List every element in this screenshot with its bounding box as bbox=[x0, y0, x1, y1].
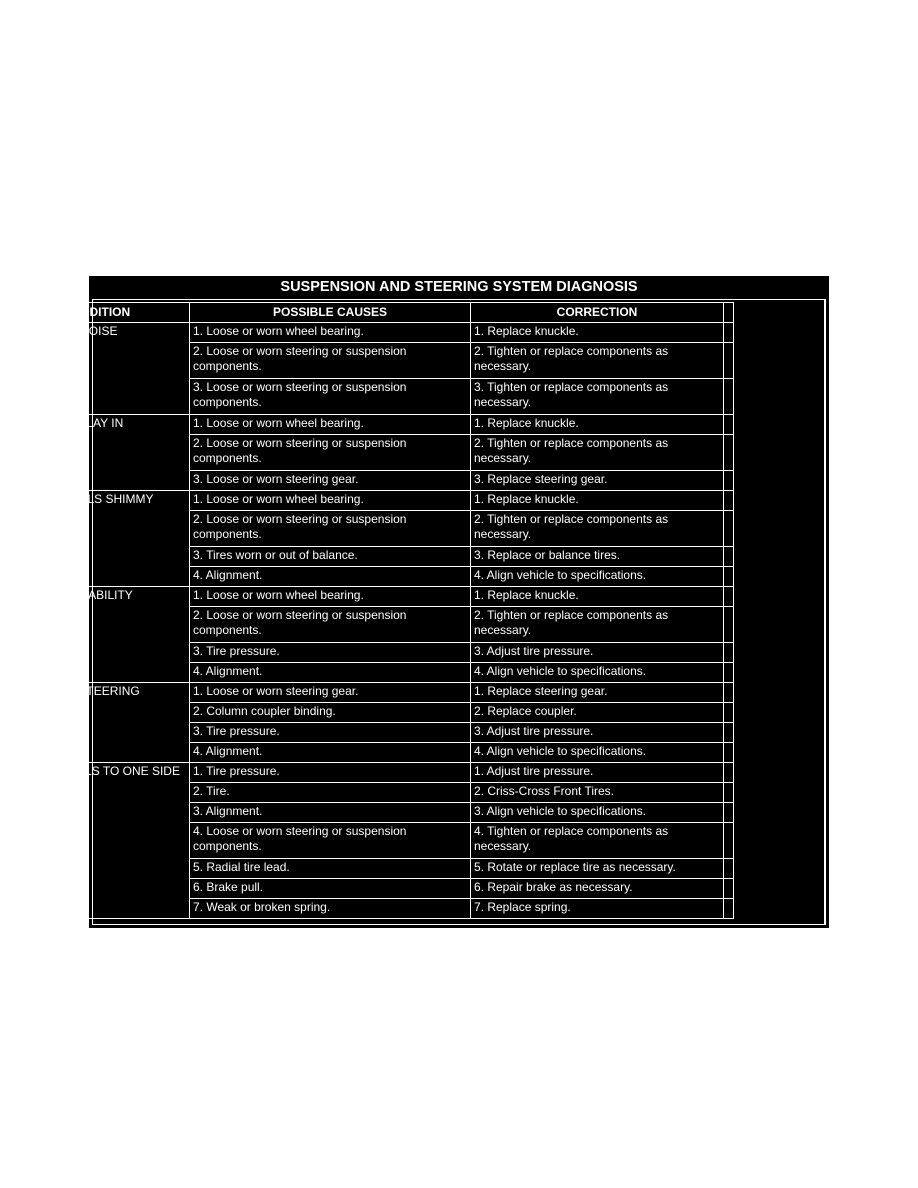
cause-cell: 3. Tire pressure. bbox=[190, 643, 471, 663]
correction-cell: 3. Replace or balance tires. bbox=[471, 547, 724, 567]
header-row bbox=[4, 303, 734, 323]
spare-cell bbox=[724, 471, 734, 491]
cause-cell: 2. Loose or worn steering or suspension components. bbox=[190, 435, 471, 471]
spare-cell bbox=[724, 663, 734, 683]
correction-cell: 5. Rotate or replace tire as necessary. bbox=[471, 859, 724, 879]
spare-cell bbox=[724, 435, 734, 471]
cause-cell: 3. Tires worn or out of balance. bbox=[190, 547, 471, 567]
table-row bbox=[4, 491, 734, 511]
cause-cell: 5. Radial tire lead. bbox=[190, 859, 471, 879]
spare-cell bbox=[724, 323, 734, 343]
spare-cell bbox=[724, 683, 734, 703]
condition-cell: EXCESSIVE STEERING EFFORT bbox=[4, 683, 190, 763]
correction-cell: 1. Replace knuckle. bbox=[471, 491, 724, 511]
header-condition: CONDITION bbox=[4, 303, 190, 323]
cause-cell: 4. Alignment. bbox=[190, 663, 471, 683]
spare-cell bbox=[724, 415, 734, 435]
spare-cell bbox=[724, 643, 734, 663]
correction-cell: 4. Tighten or replace components as necessary. bbox=[471, 823, 724, 859]
spare-cell bbox=[724, 607, 734, 643]
correction-cell: 2. Tighten or replace components as necessary. bbox=[471, 343, 724, 379]
spare-cell bbox=[724, 343, 734, 379]
spare-cell bbox=[724, 491, 734, 511]
spare-cell bbox=[724, 703, 734, 723]
spare-cell bbox=[724, 743, 734, 763]
correction-cell: 6. Repair brake as necessary. bbox=[471, 879, 724, 899]
cause-cell: 1. Loose or worn steering gear. bbox=[190, 683, 471, 703]
correction-cell: 2. Replace coupler. bbox=[471, 703, 724, 723]
table-row bbox=[4, 323, 734, 343]
condition-cell: VEHICLE INSTABILITY bbox=[4, 587, 190, 683]
spare-cell bbox=[724, 723, 734, 743]
cause-cell: 4. Loose or worn steering or suspension components. bbox=[190, 823, 471, 859]
table-row bbox=[4, 415, 734, 435]
cause-cell: 1. Loose or worn wheel bearing. bbox=[190, 491, 471, 511]
spare-cell bbox=[724, 899, 734, 919]
table-row bbox=[4, 763, 734, 783]
correction-cell: 2. Criss-Cross Front Tires. bbox=[471, 783, 724, 803]
header-correction: CORRECTION bbox=[471, 303, 724, 323]
spare-cell bbox=[724, 783, 734, 803]
cause-cell: 3. Loose or worn steering or suspension components. bbox=[190, 379, 471, 415]
cause-cell: 4. Alignment. bbox=[190, 743, 471, 763]
correction-cell: 7. Replace spring. bbox=[471, 899, 724, 919]
cause-cell: 1. Loose or worn wheel bearing. bbox=[190, 415, 471, 435]
correction-cell: 2. Tighten or replace components as necessary. bbox=[471, 435, 724, 471]
table-right-rule bbox=[824, 299, 825, 925]
correction-cell: 3. Align vehicle to specifications. bbox=[471, 803, 724, 823]
header-spare-cell bbox=[724, 303, 734, 323]
correction-cell: 2. Tighten or replace components as necessary. bbox=[471, 511, 724, 547]
table-row bbox=[4, 587, 734, 607]
correction-cell: 1. Replace knuckle. bbox=[471, 323, 724, 343]
correction-cell: 4. Align vehicle to specifications. bbox=[471, 567, 724, 587]
cause-cell: 7. Weak or broken spring. bbox=[190, 899, 471, 919]
correction-cell: 1. Adjust tire pressure. bbox=[471, 763, 724, 783]
spare-cell bbox=[724, 763, 734, 783]
correction-cell: 3. Replace steering gear. bbox=[471, 471, 724, 491]
header-possible-causes: POSSIBLE CAUSES bbox=[190, 303, 471, 323]
correction-cell: 3. Adjust tire pressure. bbox=[471, 723, 724, 743]
cause-cell: 1. Loose or worn wheel bearing. bbox=[190, 587, 471, 607]
condition-cell: FRONT END NOISE bbox=[4, 323, 190, 415]
cause-cell: 1. Tire pressure. bbox=[190, 763, 471, 783]
correction-cell: 3. Adjust tire pressure. bbox=[471, 643, 724, 663]
cause-cell: 3. Alignment. bbox=[190, 803, 471, 823]
table-row bbox=[4, 683, 734, 703]
spare-cell bbox=[724, 823, 734, 859]
cause-cell: 3. Tire pressure. bbox=[190, 723, 471, 743]
correction-cell: 1. Replace knuckle. bbox=[471, 587, 724, 607]
correction-cell: 3. Tighten or replace components as necessary. bbox=[471, 379, 724, 415]
diagnosis-table bbox=[3, 302, 734, 919]
spare-cell bbox=[724, 567, 734, 587]
cause-cell: 2. Tire. bbox=[190, 783, 471, 803]
spare-cell bbox=[724, 803, 734, 823]
condition-cell: VEHICLE PULLS TO ONE SIDE bbox=[4, 763, 190, 919]
spare-cell bbox=[724, 879, 734, 899]
correction-cell: 4. Align vehicle to specifications. bbox=[471, 663, 724, 683]
spare-cell bbox=[724, 379, 734, 415]
spare-cell bbox=[724, 547, 734, 567]
spare-cell bbox=[724, 511, 734, 547]
condition-cell: EXCESSIVE PLAY IN STEERING bbox=[4, 415, 190, 491]
cause-cell: 2. Loose or worn steering or suspension components. bbox=[190, 607, 471, 643]
correction-cell: 1. Replace steering gear. bbox=[471, 683, 724, 703]
cause-cell: 2. Column coupler binding. bbox=[190, 703, 471, 723]
cause-cell: 2. Loose or worn steering or suspension components. bbox=[190, 343, 471, 379]
correction-cell: 4. Align vehicle to specifications. bbox=[471, 743, 724, 763]
cause-cell: 1. Loose or worn wheel bearing. bbox=[190, 323, 471, 343]
correction-cell: 2. Tighten or replace components as necessary. bbox=[471, 607, 724, 643]
condition-cell: FRONT WHEELS SHIMMY bbox=[4, 491, 190, 587]
cause-cell: 2. Loose or worn steering or suspension components. bbox=[190, 511, 471, 547]
cause-cell: 6. Brake pull. bbox=[190, 879, 471, 899]
cause-cell: 3. Loose or worn steering gear. bbox=[190, 471, 471, 491]
spare-cell bbox=[724, 587, 734, 607]
table-title: SUSPENSION AND STEERING SYSTEM DIAGNOSIS bbox=[280, 279, 638, 295]
cause-cell: 4. Alignment. bbox=[190, 567, 471, 587]
correction-cell: 1. Replace knuckle. bbox=[471, 415, 724, 435]
spare-cell bbox=[724, 859, 734, 879]
